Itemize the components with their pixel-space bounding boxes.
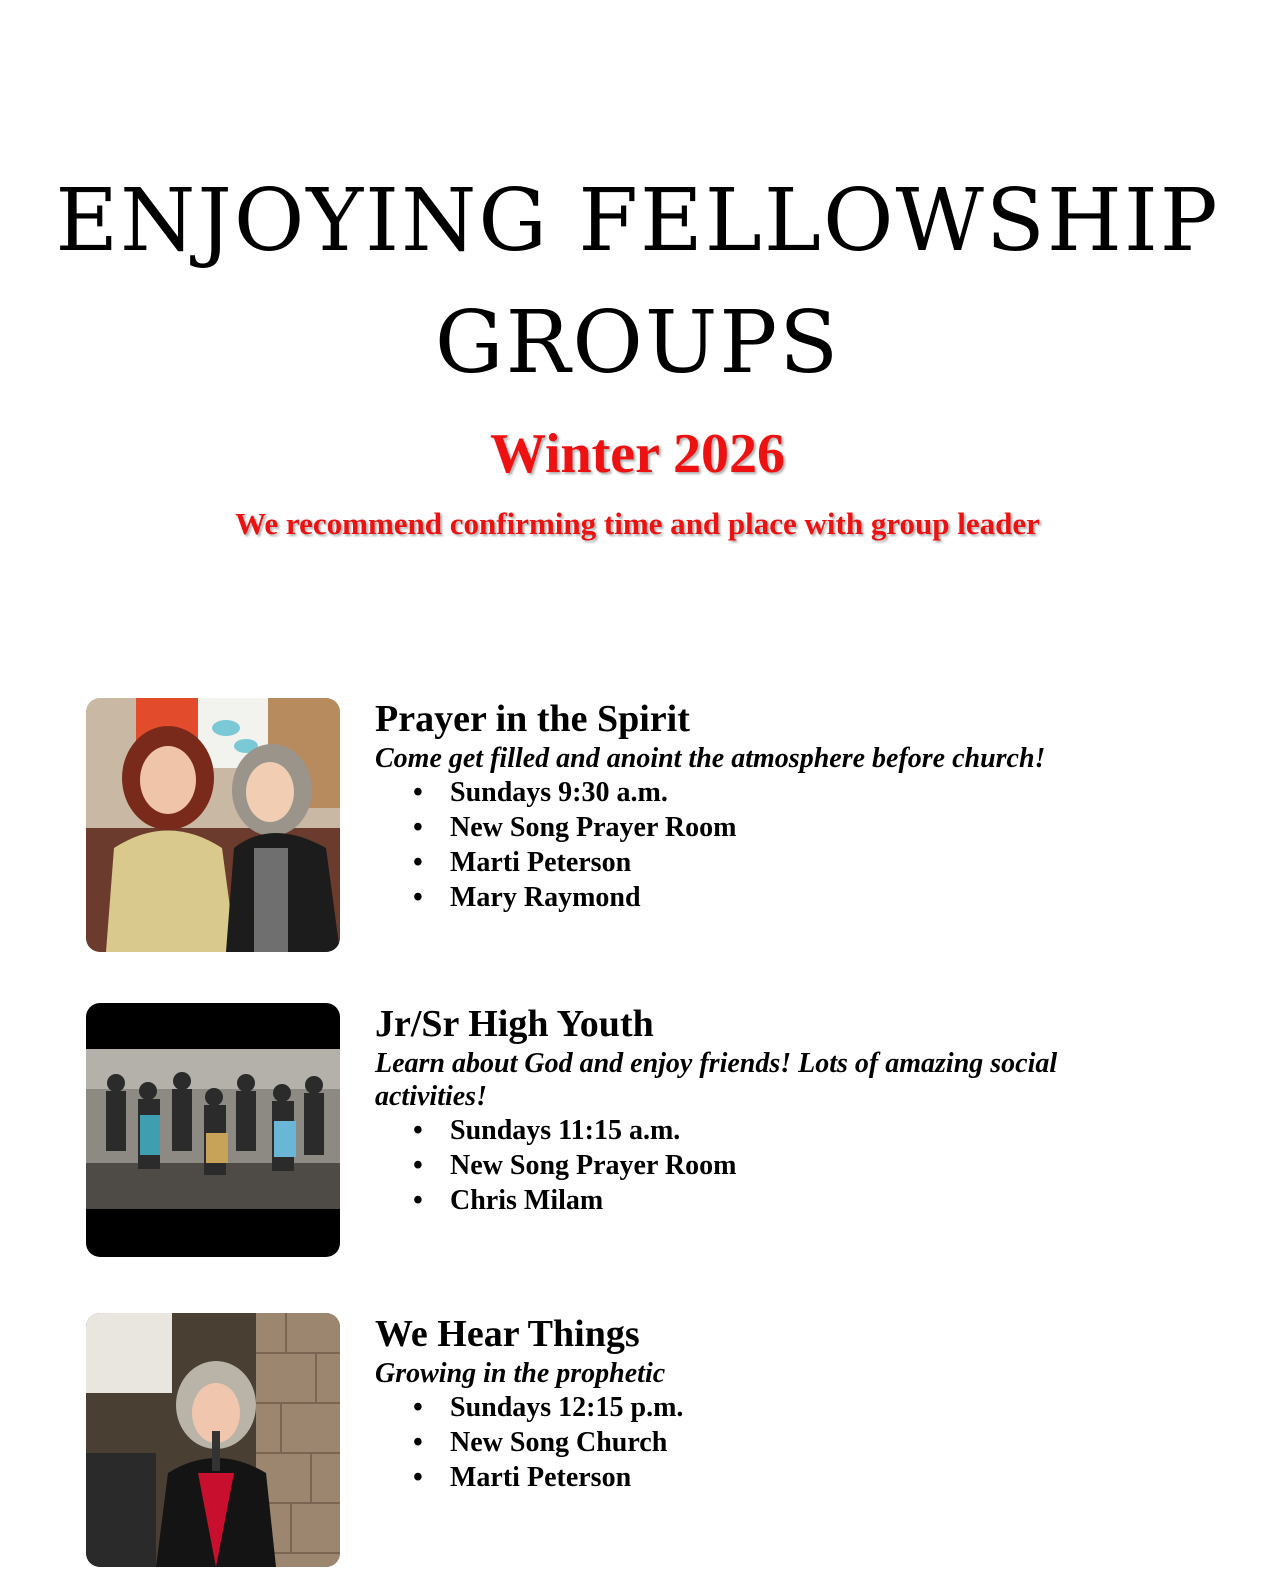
photo-youth-group bbox=[86, 1003, 340, 1257]
group-time: • Sundays 9:30 a.m. bbox=[413, 775, 1135, 810]
photo-woman-with-microphone bbox=[86, 1313, 340, 1567]
group-details bbox=[375, 775, 1135, 915]
group-leader: • Chris Milam bbox=[413, 1183, 1135, 1218]
confirm-note: We recommend confirming time and place with group leader bbox=[235, 506, 1040, 541]
group-time: • Sundays 11:15 a.m. bbox=[413, 1113, 1135, 1148]
page-title-line1: ENJOYING FELLOWSHIP bbox=[55, 171, 1220, 271]
group-title: Prayer in the Spirit bbox=[375, 698, 690, 740]
group-title: Jr/Sr High Youth bbox=[375, 1003, 654, 1045]
group-leader: • Marti Peterson bbox=[413, 1460, 1135, 1495]
page-title-line2: GROUPS bbox=[434, 293, 841, 393]
group-location: • New Song Prayer Room bbox=[413, 1148, 1135, 1183]
group-details bbox=[375, 1390, 1135, 1495]
photo-two-women bbox=[86, 698, 340, 952]
group-location: • New Song Church bbox=[413, 1425, 1135, 1460]
season-heading: Winter 2026 bbox=[489, 423, 786, 485]
group-description: Learn about God and enjoy friends! Lots of amazing social activities! bbox=[375, 1047, 1058, 1112]
group-leader: • Marti Peterson bbox=[413, 845, 1135, 880]
group-description: Growing in the prophetic bbox=[375, 1357, 666, 1389]
group-title: We Hear Things bbox=[375, 1313, 640, 1355]
group-leader: • Mary Raymond bbox=[413, 880, 1135, 915]
group-description: Come get filled and anoint the atmosphere before church! bbox=[375, 742, 1046, 774]
group-time: • Sundays 12:15 p.m. bbox=[413, 1390, 1135, 1425]
group-details bbox=[375, 1113, 1135, 1218]
group-location: • New Song Prayer Room bbox=[413, 810, 1135, 845]
